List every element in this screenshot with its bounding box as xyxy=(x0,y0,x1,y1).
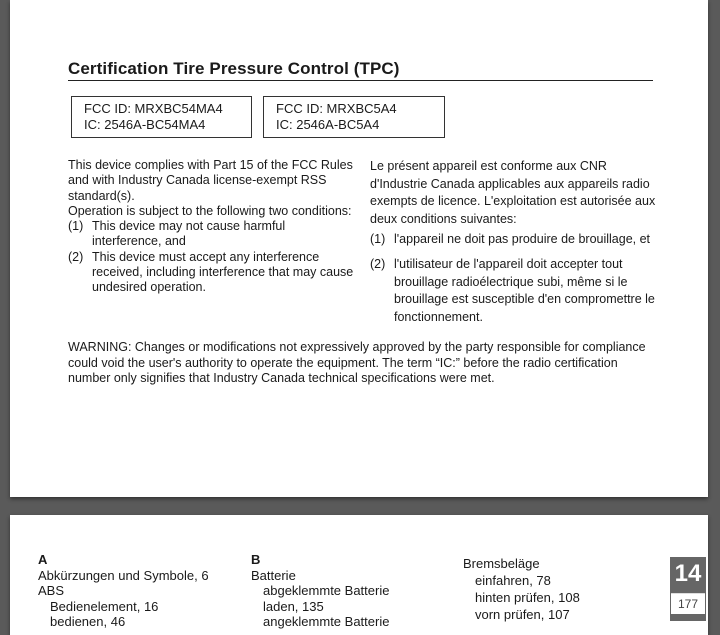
english-condition-1 xyxy=(68,219,358,250)
index-subentry[interactable]: bedienen, 46 xyxy=(50,614,126,629)
index-entry: Bremsbeläge xyxy=(463,556,540,571)
ic-id-2: IC: 2546A-BC5A4 xyxy=(276,116,380,132)
chapter-number: 14 xyxy=(674,560,702,587)
index-subentry[interactable]: laden, 135 xyxy=(263,598,324,614)
condition-text: This device must accept any interference received, including interference that may cause undesired operation. xyxy=(92,249,354,295)
index-subentry[interactable]: Bedienelement, 16 xyxy=(50,598,159,614)
title-divider xyxy=(68,80,653,81)
english-conditions-intro: Operation is subject to the following two conditions: xyxy=(68,203,352,218)
id-box-1 xyxy=(71,96,252,138)
manual-page-top xyxy=(10,0,708,497)
condition-text: l'utilisateur de l'appareil doit accepter tout brouillage radioélectrique subi, même si le brouillage est susceptible d'en compromettre le fonctionnement. xyxy=(394,256,655,324)
index-letter: B xyxy=(251,552,261,567)
index-subentry[interactable]: vorn prüfen, 107 xyxy=(475,607,570,622)
index-subentry: angeklemmte Batterie xyxy=(263,614,390,629)
index-column-c xyxy=(463,555,580,623)
page-number-badge xyxy=(670,557,706,621)
index-letter: A xyxy=(38,552,48,567)
english-condition-2 xyxy=(68,250,358,296)
index-subentry: abgeklemmte Batterie xyxy=(263,583,390,598)
fcc-id-1: FCC ID: MRXBC54MA4 xyxy=(84,101,223,116)
fcc-id-2: FCC ID: MRXBC5A4 xyxy=(276,101,397,116)
index-subentry[interactable]: einfahren, 78 xyxy=(475,573,551,588)
condition-number: (2) xyxy=(68,249,84,264)
index-entry[interactable]: Abkürzungen und Symbole, 6 xyxy=(38,567,209,583)
index-entry: Batterie xyxy=(251,567,296,583)
index-entry: ABS xyxy=(38,583,65,598)
index-column-a xyxy=(38,552,209,630)
section-title: Certification Tire Pressure Control (TPC) xyxy=(68,59,400,78)
warning-text: WARNING: Changes or modifications not expressively approved by the party responsible for compliance could void the user's authority to operate the equipment. The term “IC:” before the radio certification number only signifies that Industry Canada technical specifications were met. xyxy=(68,340,646,385)
french-condition-1 xyxy=(370,231,660,249)
index-column-b xyxy=(251,552,389,630)
condition-text: l'appareil ne doit pas produire de brouillage, et xyxy=(394,232,651,247)
condition-number: (2) xyxy=(370,256,386,271)
french-column xyxy=(370,158,660,326)
index-subentry[interactable]: hinten prüfen, 108 xyxy=(475,590,580,605)
condition-text: This device may not cause harmful interference, and xyxy=(92,219,286,249)
id-box-2 xyxy=(263,96,445,138)
english-compliance-text: This device complies with Part 15 of the FCC Rules and with Industry Canada license-exempt RSS standard(s). xyxy=(68,158,353,203)
ic-id-1: IC: 2546A-BC54MA4 xyxy=(84,116,206,132)
page-number: 177 xyxy=(671,593,705,614)
manual-page-index xyxy=(10,515,708,635)
condition-number: (1) xyxy=(68,219,84,234)
french-condition-2 xyxy=(370,256,660,326)
english-column xyxy=(68,158,358,296)
condition-number: (1) xyxy=(370,232,386,247)
french-compliance-text: Le présent appareil est conforme aux CNR d'Industrie Canada applicables aux appareils radio exempts de licence. L'exploitation est autorisée aux deux conditions suivantes: xyxy=(370,159,656,226)
